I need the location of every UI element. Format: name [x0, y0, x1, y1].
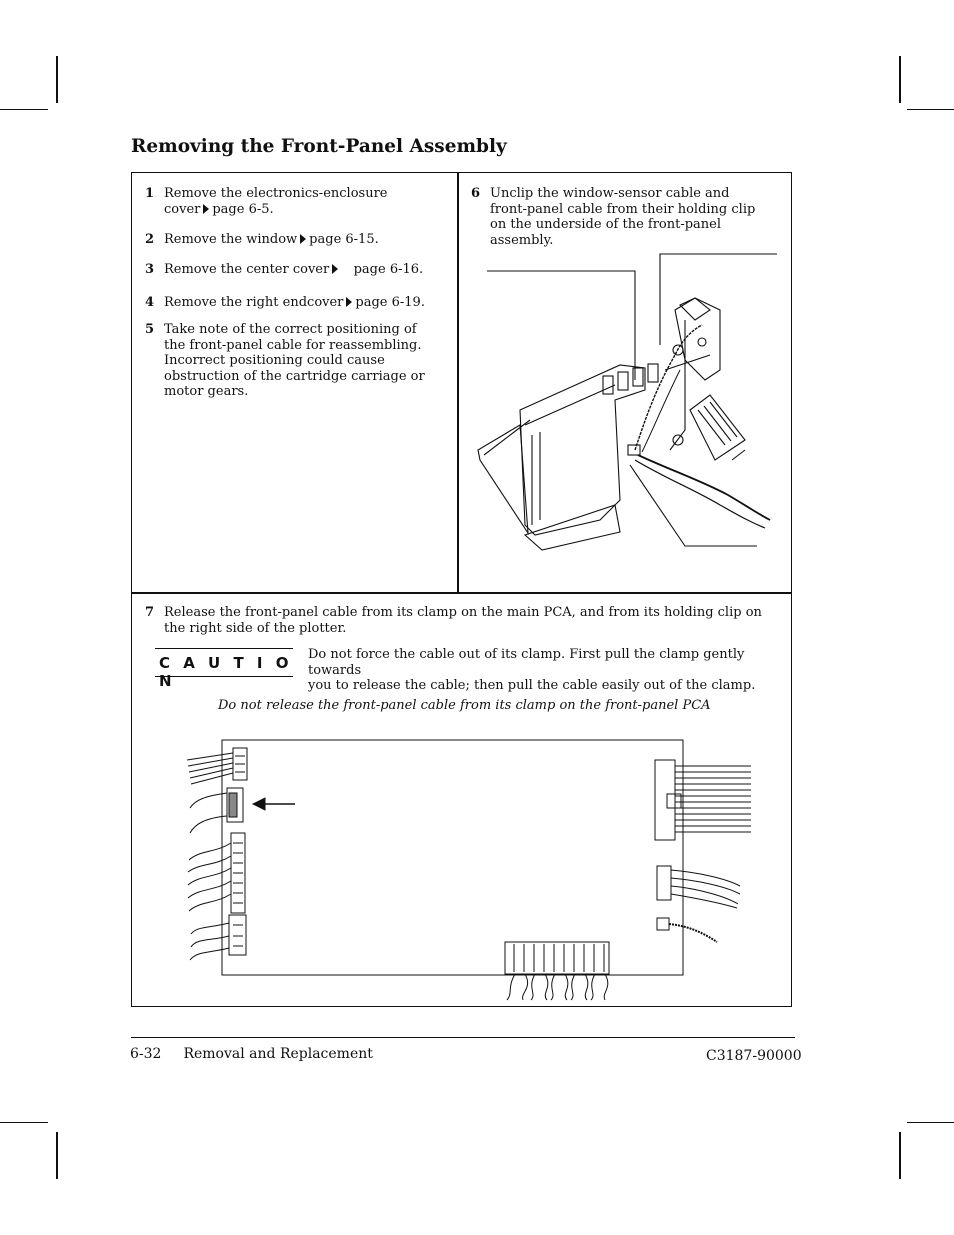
- caution-text: Do not force the cable out of its clamp. First pull the clamp gently towards you to release the cable; then pull the cable easily out of the clamp.: [308, 647, 756, 693]
- column-divider: [457, 172, 459, 593]
- page-title: Removing the Front-Panel Assembly: [131, 136, 507, 157]
- arrow-right-icon: [346, 297, 352, 307]
- footer-rule: [131, 1037, 795, 1038]
- crop-mark: [899, 1132, 901, 1179]
- crop-mark: [907, 109, 954, 110]
- row-divider: [131, 592, 792, 594]
- caution-label: C A U T I O N: [155, 648, 293, 677]
- crop-mark: [56, 1132, 58, 1179]
- doc-number: C3187-90000: [706, 1048, 802, 1064]
- crop-mark: [899, 56, 901, 103]
- crop-mark: [56, 56, 58, 103]
- front-panel-illustration: [470, 250, 785, 560]
- footer-left: [130, 1046, 373, 1062]
- crop-mark: [0, 109, 48, 110]
- crop-mark: [0, 1122, 48, 1123]
- clamp-note: Do not release the front-panel cable from its clamp on the front-panel PCA: [218, 698, 711, 713]
- main-pca-illustration: [185, 738, 755, 1003]
- footer-section: Removal and Replacement: [183, 1046, 373, 1062]
- arrow-right-icon: [203, 204, 209, 214]
- crop-mark: [907, 1122, 954, 1123]
- page-number: 6-32: [130, 1046, 162, 1062]
- arrow-right-icon: [332, 264, 338, 274]
- arrow-right-icon: [300, 234, 306, 244]
